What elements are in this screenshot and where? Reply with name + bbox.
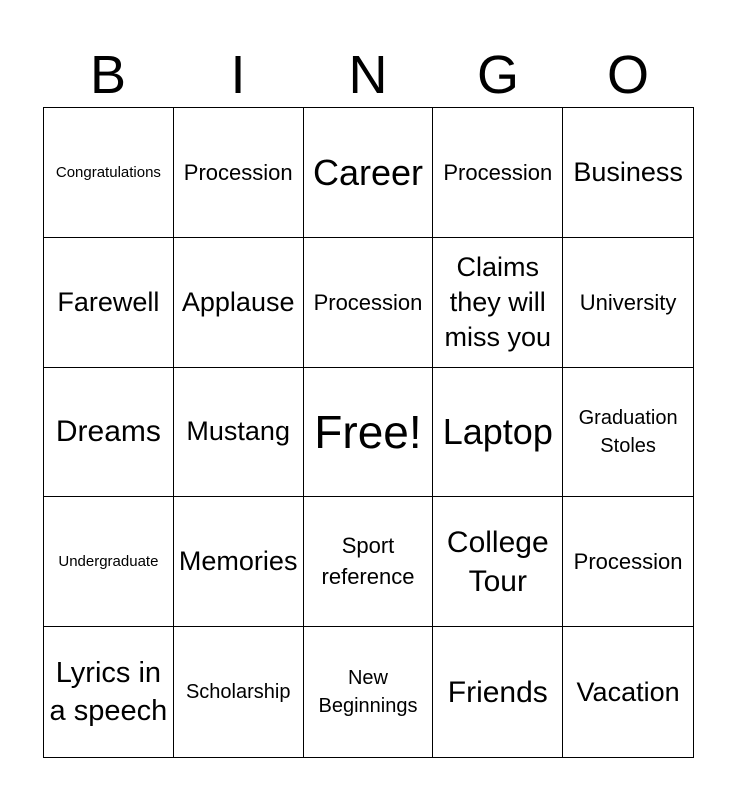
bingo-cell[interactable] bbox=[174, 368, 304, 498]
header-letter-o: O bbox=[606, 45, 649, 105]
bingo-cell[interactable] bbox=[433, 368, 563, 498]
bingo-cell[interactable] bbox=[304, 108, 434, 238]
bingo-cell[interactable] bbox=[174, 627, 304, 757]
bingo-cell[interactable] bbox=[433, 497, 563, 627]
cell-text: Business bbox=[573, 156, 683, 187]
bingo-cell[interactable] bbox=[433, 108, 563, 238]
bingo-cell[interactable] bbox=[433, 627, 563, 757]
header-letter-n: N bbox=[348, 45, 388, 105]
cell-text: Undergraduate bbox=[58, 553, 159, 571]
cell-text: Lyrics in a speech bbox=[49, 656, 168, 728]
cell-text: College Tour bbox=[446, 525, 549, 598]
cell-text: Vacation bbox=[576, 676, 680, 707]
cell-text: Friends bbox=[447, 675, 548, 709]
cell-text: Memories bbox=[178, 546, 298, 577]
bingo-cell[interactable] bbox=[44, 368, 174, 498]
cell-text: Applause bbox=[181, 286, 295, 317]
cell-text: Career bbox=[312, 151, 424, 193]
header-letter-i: I bbox=[230, 45, 246, 105]
bingo-cell[interactable] bbox=[44, 108, 174, 238]
cell-text: Procession bbox=[183, 159, 293, 185]
cell-text: Claims they will miss you bbox=[444, 251, 552, 352]
cell-text: Graduation Stoles bbox=[578, 406, 678, 457]
bingo-header bbox=[43, 44, 693, 106]
bingo-cell[interactable] bbox=[174, 238, 304, 368]
bingo-cell[interactable] bbox=[563, 627, 693, 757]
header-letter-g: G bbox=[476, 45, 519, 105]
bingo-cell[interactable] bbox=[304, 238, 434, 368]
cell-text: University bbox=[579, 289, 677, 315]
bingo-cell[interactable] bbox=[563, 368, 693, 498]
bingo-cell[interactable] bbox=[563, 108, 693, 238]
cell-text: Laptop bbox=[442, 411, 553, 453]
bingo-cell[interactable] bbox=[563, 497, 693, 627]
cell-text: Procession bbox=[573, 549, 683, 575]
bingo-cell[interactable] bbox=[304, 497, 434, 627]
bingo-cell[interactable] bbox=[44, 627, 174, 757]
cell-text: Sport reference bbox=[321, 532, 415, 589]
bingo-cell[interactable] bbox=[433, 238, 563, 368]
header-letter-b: B bbox=[89, 45, 127, 105]
free-space-text: Free! bbox=[314, 405, 422, 458]
cell-text: Farewell bbox=[57, 286, 160, 317]
bingo-cell[interactable] bbox=[304, 368, 434, 498]
cell-text: Procession bbox=[313, 289, 423, 315]
cell-text: Congratulations bbox=[55, 163, 161, 181]
bingo-card-grid bbox=[43, 107, 694, 758]
cell-text: Scholarship bbox=[185, 681, 291, 704]
cell-text: Dreams bbox=[55, 415, 161, 449]
cell-text: New Beginnings bbox=[318, 667, 418, 718]
bingo-cell[interactable] bbox=[563, 238, 693, 368]
cell-text: Mustang bbox=[186, 416, 290, 447]
bingo-cell[interactable] bbox=[304, 627, 434, 757]
bingo-cell[interactable] bbox=[174, 497, 304, 627]
bingo-cell[interactable] bbox=[44, 497, 174, 627]
cell-text: Procession bbox=[443, 159, 553, 185]
bingo-cell[interactable] bbox=[174, 108, 304, 238]
bingo-cell[interactable] bbox=[44, 238, 174, 368]
